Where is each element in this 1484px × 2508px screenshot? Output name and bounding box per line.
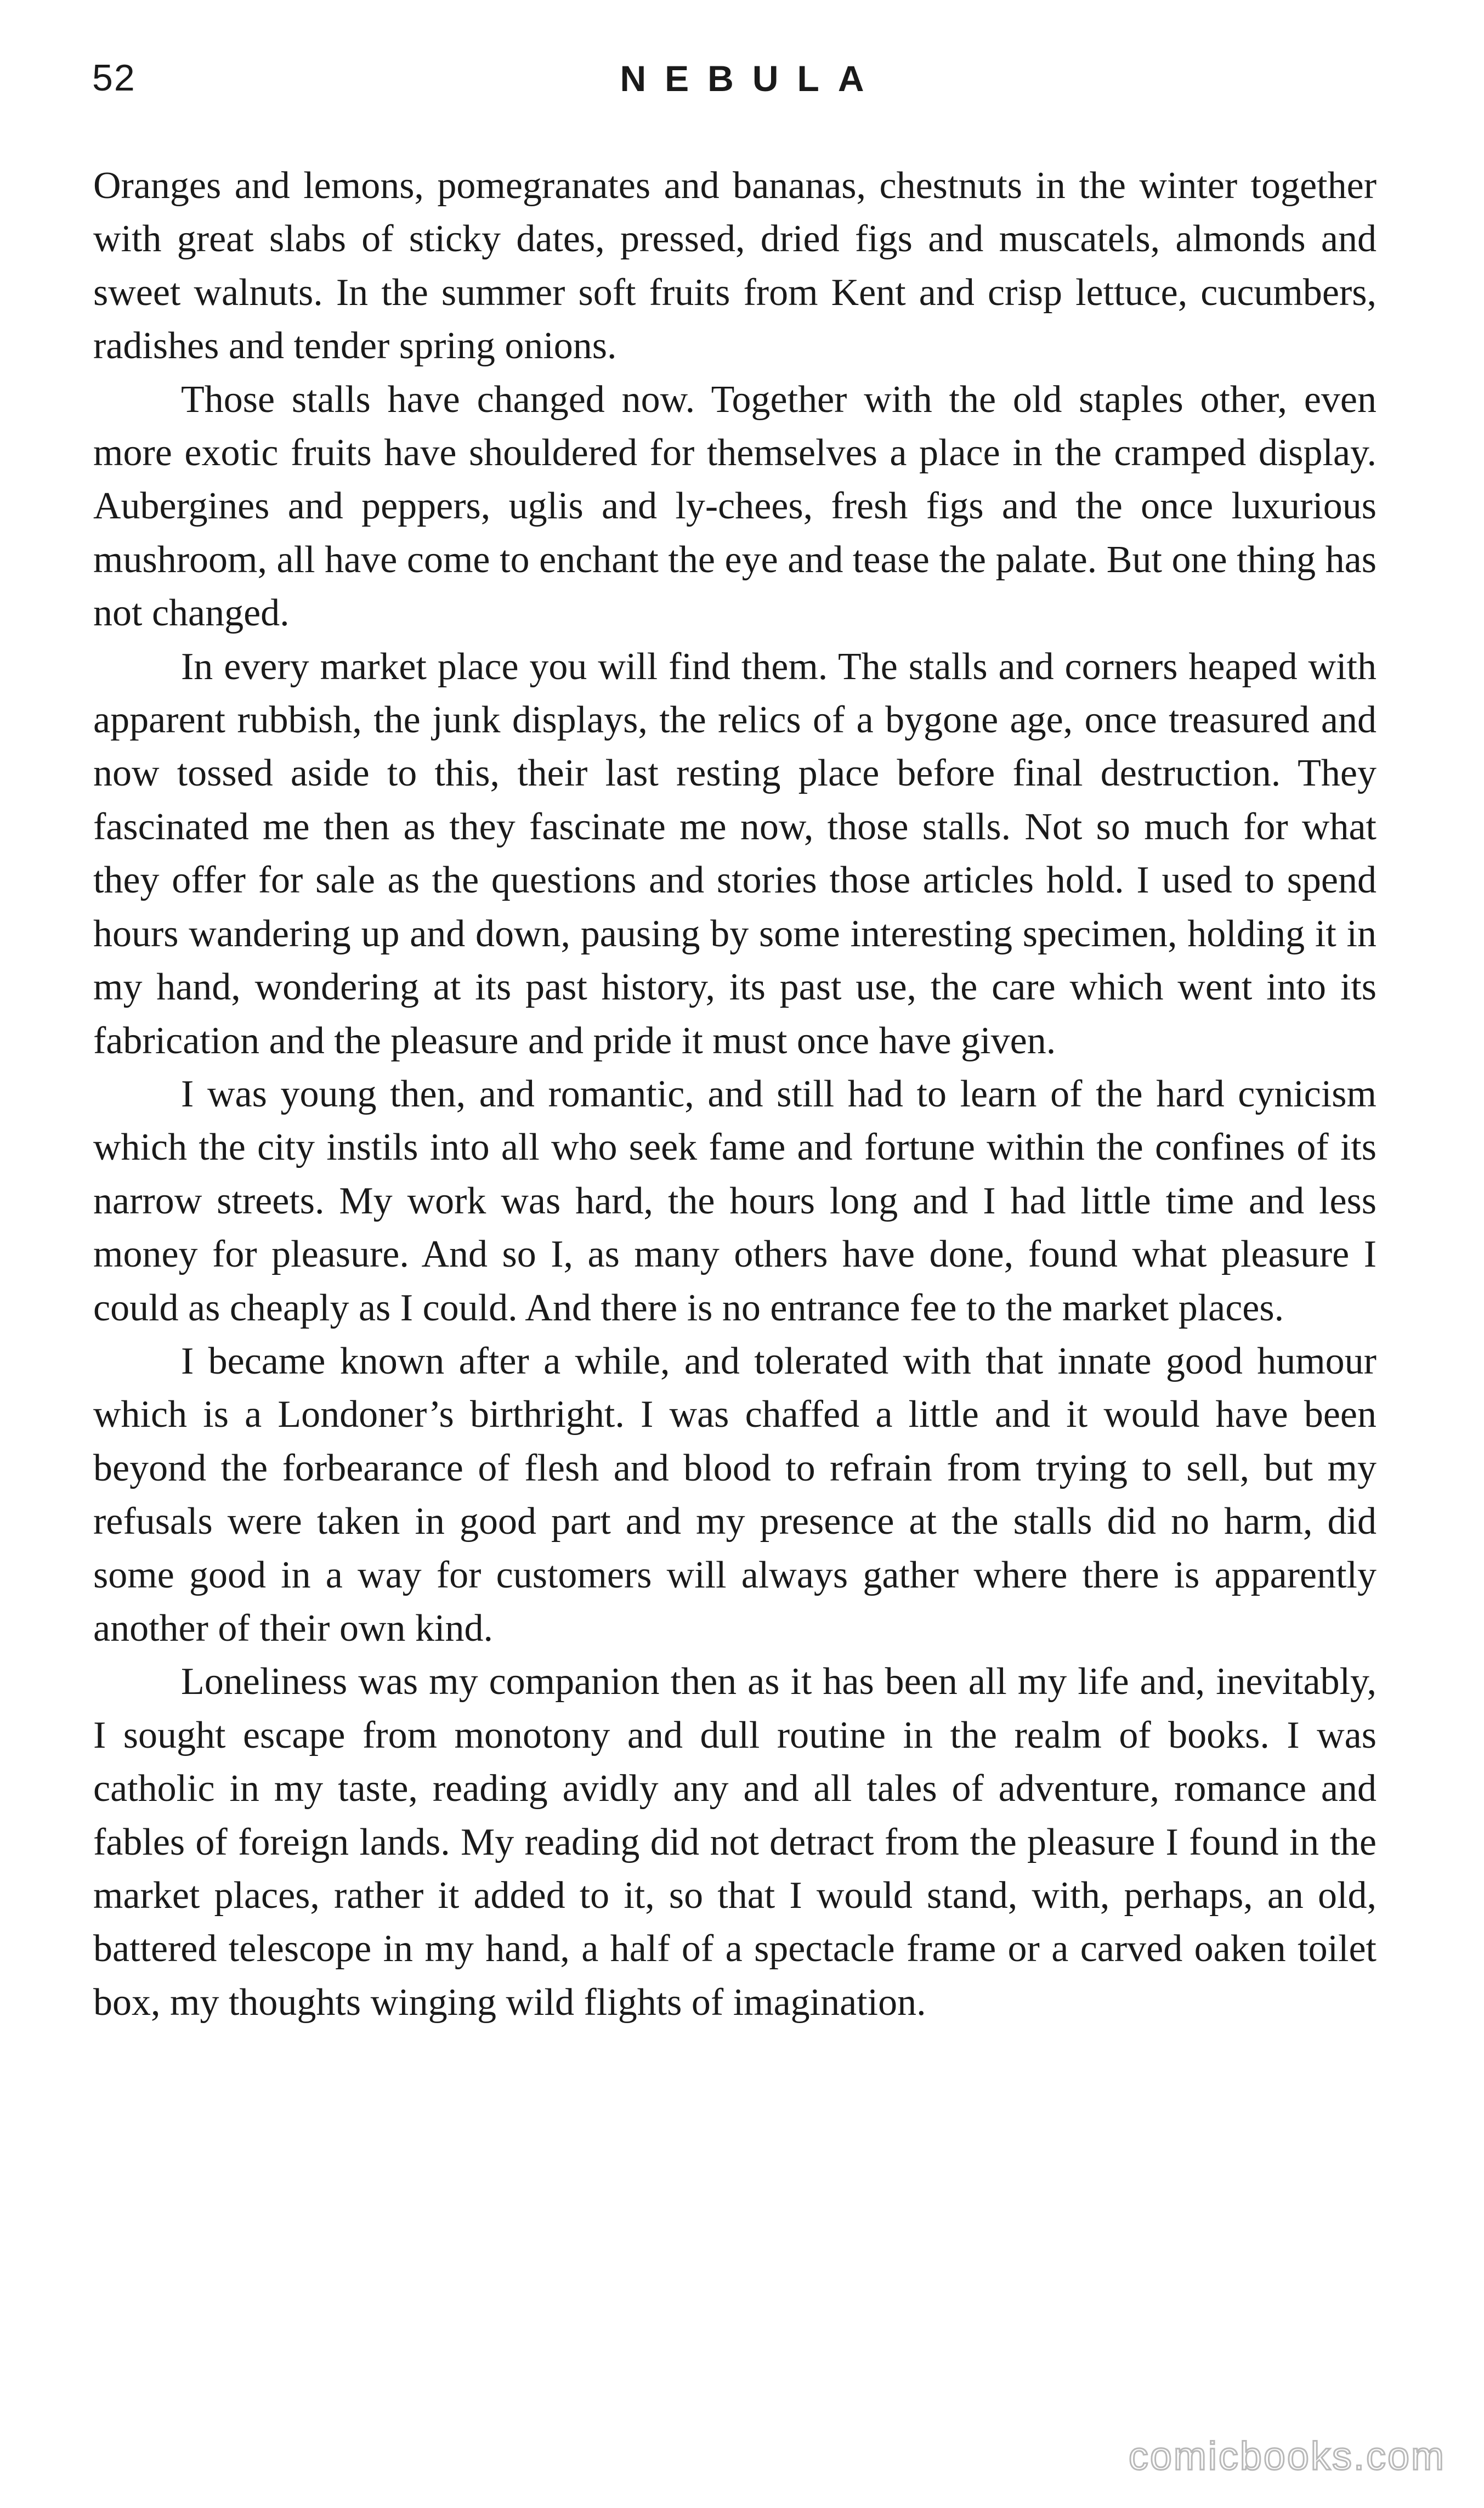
paragraph: Those stalls have changed now. Together with the old staples other, even more exotic fruits have shouldered for themselves a place in the cramped display. Aubergines and peppers, uglis and ly-chees, fresh figs and the once luxurious mushroom, all have come to enchant the eye and tease the palate. But one thing has not changed. xyxy=(93,378,1377,635)
running-head: NEBULA xyxy=(620,58,883,99)
paragraph: Oranges and lemons, pomegranates and bananas, chestnuts in the winter together with great slabs of sticky dates, pressed, dried figs and muscatels, almonds and sweet walnuts. In the summer soft fruits from Kent and crisp lettuce, cucumbers, radishes and tender spring onions. xyxy=(93,165,1377,368)
watermark: comicbooks.com xyxy=(1128,2434,1446,2478)
paragraph: In every market place you will find them. The stalls and corners heaped with apparent rubbish, the junk displays, the relics of a bygone age, once treasured and now tossed aside to this, their last resting place before final destruction. They fascinated me then as they fascinate me now, those stalls. Not so much for what they offer for sale as the questions and stories those articles hold. I used to spend hours wandering up and down, pausing by some interesting specimen, holding it in my hand, wondering at its past history, its past use, the care which went into its fabrication and the pleasure and pride it must once have given. xyxy=(93,645,1377,1062)
paragraph: I was young then, and romantic, and still had to learn of the hard cynicism which the city instils into all who seek fame and fortune within the confines of its narrow streets. My work was hard, the hours long and I had little time and less money for pleasure. And so I, as many others have done, found what pleasure I could as cheaply as I could. And there is no entrance fee to the market places. xyxy=(93,1072,1377,1329)
body-text xyxy=(93,159,1377,2029)
paragraph: I became known after a while, and tolerated with that innate good humour which is a Londoner’s birthright. I was chaffed a little and it would have been beyond the forbearance of flesh and blood to refrain from trying to sell, but my refusals were taken in good part and my presence at the stalls did no harm, did some good in a way for customers will always gather where there is apparently another of their own kind. xyxy=(93,1340,1377,1650)
paragraph: Loneliness was my companion then as it has been all my life and, inevitably, I sought escape from monotony and dull routine in the realm of books. I was catholic in my taste, reading avidly any and all tales of adventure, romance and fables of foreign lands. My reading did not detract from the pleasure I found in the market places, rather it added to it, so that I would stand, with, perhaps, an old, battered telescope in my hand, a half of a spectacle frame or a carved oaken toilet box, my thoughts winging wild flights of imagination. xyxy=(93,1660,1377,2024)
page-number: 52 xyxy=(92,57,136,99)
